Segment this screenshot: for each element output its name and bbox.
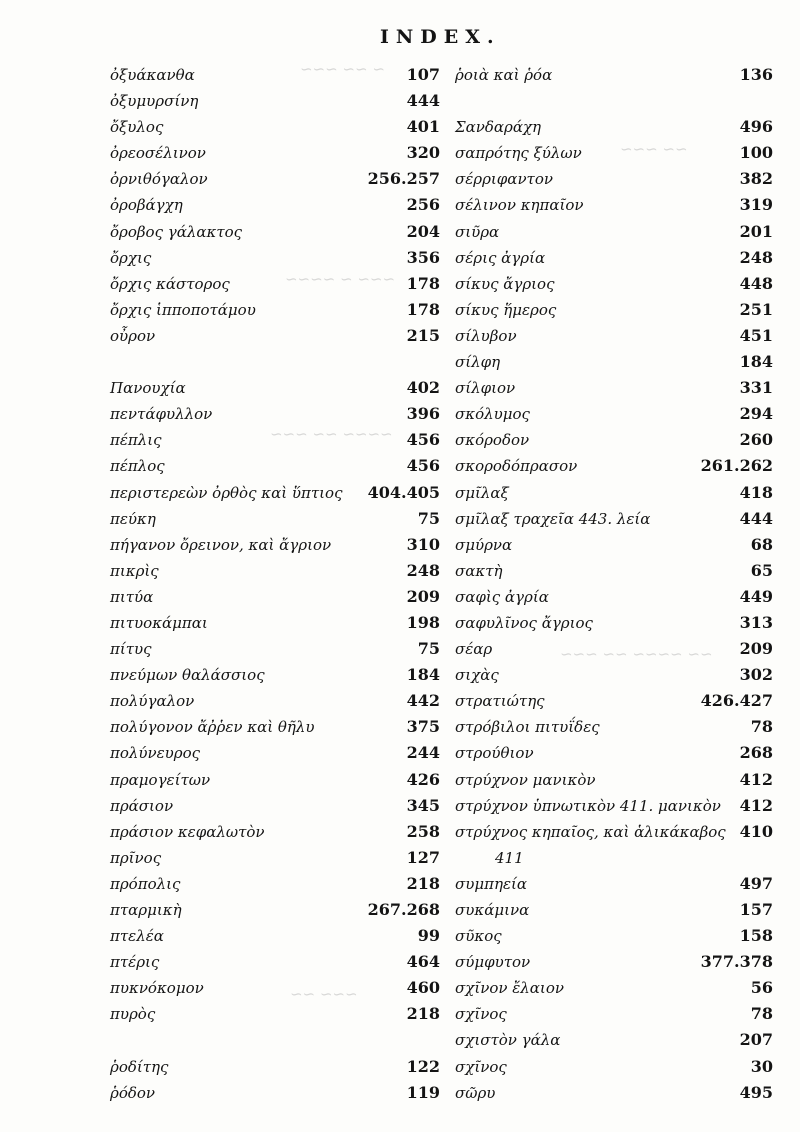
index-entry — [110, 427, 440, 453]
entry-term: σακτὴ — [455, 561, 503, 580]
index-entry — [110, 401, 440, 427]
index-entry — [455, 923, 773, 949]
entry-term: ὄρχις ἱπποποτάμου — [110, 300, 256, 319]
entry-page-ref: 218 — [406, 1004, 440, 1024]
index-entry — [455, 740, 773, 766]
section-spacer — [455, 88, 773, 114]
entry-term: πράσιον κεφαλωτὸν — [110, 822, 265, 841]
bleed-through-mark: ~~ ~~~~ ~~ ~~~ — [560, 645, 713, 663]
entry-term: ὀξυάκανθα — [110, 66, 195, 84]
entry-term: σίκυς ἥμερος — [455, 300, 557, 319]
entry-term: πολύγονον ἄῤῥεν καὶ θῆλυ — [110, 718, 315, 737]
index-entry — [455, 506, 773, 532]
index-entry — [110, 140, 440, 166]
entry-page-ref: 412 — [739, 769, 773, 789]
index-entry — [455, 166, 773, 192]
entry-page-ref: 313 — [739, 612, 773, 632]
entry-page-ref: 209 — [406, 586, 440, 606]
entry-term: πολύνευρος — [110, 744, 201, 763]
index-entry — [455, 636, 773, 662]
entry-page-ref: 320 — [406, 143, 440, 163]
entry-term: σίλυβον — [455, 326, 517, 345]
entry-term: σιχὰς — [455, 666, 499, 685]
index-entry — [455, 453, 773, 479]
entry-page-ref: 356 — [406, 247, 440, 267]
entry-page-ref: 218 — [406, 873, 440, 893]
entry-page-ref: 496 — [739, 117, 773, 137]
index-entry — [455, 662, 773, 688]
entry-page-ref: 497 — [739, 873, 773, 893]
entry-page-ref: 248 — [406, 560, 440, 580]
index-entry — [455, 349, 773, 375]
index-entry — [110, 62, 440, 88]
index-entry — [455, 140, 773, 166]
entry-term: πτέρις — [110, 953, 160, 972]
entry-page-ref: 404.405 — [367, 482, 440, 502]
entry-term: ὀρεοσέλινον — [110, 144, 206, 163]
bleed-through-mark: ~~~ ~~ — [290, 985, 358, 1003]
bleed-through-mark: ~~~~ ~~ ~~~ — [270, 425, 393, 443]
index-entry — [110, 480, 440, 506]
entry-page-ref: 377.378 — [700, 952, 773, 972]
section-spacer — [110, 349, 440, 375]
entry-page-ref: 460 — [406, 978, 440, 998]
entry-page-ref: 261.262 — [700, 456, 773, 476]
entry-page-ref: 402 — [406, 378, 440, 398]
entry-term: σέρριφαντον — [455, 170, 554, 189]
entry-page-ref: 209 — [739, 639, 773, 659]
index-entry — [455, 793, 773, 819]
entry-term: 411 — [495, 848, 524, 867]
index-entry — [110, 219, 440, 245]
entry-term: πέπλος — [110, 457, 165, 476]
entry-page-ref: 410 — [739, 821, 773, 841]
index-entry — [110, 819, 440, 845]
entry-term: περιστερεὼν ὀρθὸς καὶ ὕπτιος — [110, 483, 343, 502]
entry-term: πρόπολις — [110, 874, 181, 893]
entry-term: οὖρον — [110, 326, 156, 345]
index-entry — [110, 297, 440, 323]
entry-page-ref: 258 — [406, 821, 440, 841]
index-entry — [110, 975, 440, 1001]
entry-term: σκόλυμος — [455, 405, 530, 424]
entry-page-ref: 56 — [750, 978, 773, 998]
index-entry — [455, 584, 773, 610]
index-entry — [110, 662, 440, 688]
entry-page-ref: 215 — [406, 325, 440, 345]
entry-page-ref: 442 — [406, 691, 440, 711]
entry-term: σμῖλαξ τραχεῖα 443. λεία — [455, 509, 651, 528]
entry-term: πολύγαλον — [110, 692, 195, 711]
index-entry — [455, 1080, 773, 1106]
entry-page-ref: 178 — [406, 299, 440, 319]
entry-page-ref: 248 — [739, 247, 773, 267]
index-entry — [110, 1080, 440, 1106]
index-entry — [110, 532, 440, 558]
entry-page-ref: 456 — [406, 430, 440, 450]
entry-term: ὀρνιθόγαλον — [110, 170, 208, 189]
entry-page-ref: 75 — [417, 639, 440, 659]
entry-page-ref: 78 — [750, 1004, 773, 1024]
index-entry — [110, 740, 440, 766]
entry-page-ref: 345 — [406, 795, 440, 815]
index-entry — [455, 714, 773, 740]
index-entry — [110, 584, 440, 610]
entry-term: σκοροδόπρασον — [455, 457, 578, 476]
entry-page-ref: 30 — [750, 1056, 773, 1076]
entry-term: ὄρχις — [110, 248, 152, 267]
entry-term: σχιστὸν γάλα — [455, 1031, 561, 1050]
entry-term: πρῖνος — [110, 848, 162, 867]
entry-term: πίτυς — [110, 640, 152, 659]
entry-page-ref: 65 — [750, 560, 773, 580]
index-entry — [455, 401, 773, 427]
entry-page-ref: 412 — [739, 795, 773, 815]
index-entry — [110, 949, 440, 975]
index-entry — [455, 975, 773, 1001]
entry-term: πιτυοκάμπαι — [110, 613, 208, 632]
entry-term: σίκυς ἄγριος — [455, 274, 555, 293]
entry-term: ῥοδίτης — [110, 1057, 169, 1076]
entry-term: σῶρυ — [455, 1083, 496, 1102]
entry-term: πραμογείτων — [110, 770, 211, 789]
entry-page-ref: 201 — [739, 221, 773, 241]
index-entry — [110, 767, 440, 793]
index-entry — [455, 949, 773, 975]
index-entry — [455, 219, 773, 245]
entry-page-ref: 136 — [739, 65, 773, 84]
entry-page-ref: 319 — [739, 195, 773, 215]
index-entry — [110, 166, 440, 192]
entry-term: πυκνόκομον — [110, 979, 204, 998]
entry-term: σιῦρα — [455, 222, 500, 241]
entry-page-ref: 127 — [406, 847, 440, 867]
index-entry — [110, 245, 440, 271]
entry-term: πταρμικὴ — [110, 901, 182, 919]
entry-term: στρατιώτης — [455, 692, 545, 711]
entry-page-ref: 382 — [739, 169, 773, 189]
index-entry — [455, 558, 773, 584]
index-entry — [455, 1001, 773, 1027]
entry-page-ref: 426 — [406, 769, 440, 789]
index-entry — [455, 297, 773, 323]
entry-page-ref: 157 — [739, 900, 773, 919]
entry-page-ref: 75 — [417, 508, 440, 528]
entry-term: σῦκος — [455, 927, 502, 946]
entry-term: πέπλις — [110, 431, 162, 450]
index-entry — [110, 897, 440, 923]
index-entry — [455, 62, 773, 88]
index-entry — [455, 767, 773, 793]
index-entry — [110, 453, 440, 479]
index-entry — [110, 271, 440, 297]
entry-page-ref: 207 — [739, 1030, 773, 1050]
index-entry — [455, 845, 773, 871]
index-entry — [455, 271, 773, 297]
index-entry — [110, 375, 440, 401]
index-entry — [110, 871, 440, 897]
index-entry — [110, 793, 440, 819]
entry-term: σχῖνος — [455, 1057, 507, 1076]
entry-term: σχῖνον ἔλαιον — [455, 979, 564, 998]
entry-term: σμύρνα — [455, 535, 513, 554]
entry-term: στρύχνον ὑπνωτικὸν 411. μανικὸν — [455, 796, 721, 815]
entry-term: Σανδαράχη — [455, 118, 542, 137]
entry-term: πεντάφυλλον — [110, 405, 213, 424]
entry-term: ὀροβάγχη — [110, 196, 183, 215]
entry-term: στρύχνος κηπαῖος, καὶ ἁλικάκαβος — [455, 822, 726, 841]
entry-page-ref: 122 — [406, 1056, 440, 1076]
index-entry — [110, 636, 440, 662]
index-entry — [455, 1027, 773, 1053]
entry-term: συμπηεία — [455, 874, 528, 893]
index-entry — [455, 375, 773, 401]
entry-page-ref: 251 — [739, 299, 773, 319]
index-entry — [110, 610, 440, 636]
entry-page-ref: 444 — [406, 91, 440, 111]
entry-term: πτελέα — [110, 927, 164, 946]
entry-page-ref: 256.257 — [367, 169, 440, 189]
index-column-left — [110, 62, 440, 1106]
entry-page-ref: 302 — [739, 665, 773, 685]
bleed-through-mark: ~~~ ~ ~~~~ — [285, 270, 396, 288]
page-header: INDEX. — [380, 26, 501, 48]
entry-page-ref: 448 — [739, 273, 773, 293]
index-entry — [110, 714, 440, 740]
entry-page-ref: 158 — [739, 926, 773, 946]
entry-page-ref: 449 — [739, 586, 773, 606]
entry-page-ref: 401 — [406, 117, 440, 137]
index-entry — [110, 688, 440, 714]
index-entry — [110, 1001, 440, 1027]
entry-page-ref: 495 — [739, 1082, 773, 1102]
bleed-through-mark: ~~ ~~~ — [620, 140, 688, 158]
entry-page-ref: 375 — [406, 717, 440, 737]
entry-term: πικρὶς — [110, 561, 159, 580]
entry-page-ref: 267.268 — [367, 900, 440, 919]
entry-page-ref: 68 — [750, 534, 773, 554]
index-entry — [455, 245, 773, 271]
index-entry — [110, 923, 440, 949]
index-column-right — [455, 62, 773, 1106]
entry-page-ref: 331 — [739, 378, 773, 398]
index-entry — [455, 688, 773, 714]
index-entry — [455, 192, 773, 218]
entry-term: πνεύμων θαλάσσιος — [110, 666, 265, 685]
index-entry — [455, 480, 773, 506]
entry-page-ref: 184 — [406, 665, 440, 685]
entry-term: ὄροβος γάλακτος — [110, 222, 243, 241]
entry-term: ὄξυλος — [110, 118, 164, 137]
index-entry — [110, 845, 440, 871]
index-entry — [455, 323, 773, 349]
index-entry — [455, 427, 773, 453]
entry-term: πεύκη — [110, 509, 156, 528]
entry-page-ref: 256 — [406, 195, 440, 215]
bleed-through-mark: ~ ~~ ~~~ — [300, 60, 385, 78]
index-entry — [110, 558, 440, 584]
entry-term: πήγανον ὄρεινον, καὶ ἄγριον — [110, 535, 332, 554]
index-entry — [110, 192, 440, 218]
entry-term: Πανουχία — [110, 379, 186, 398]
index-entry — [455, 1054, 773, 1080]
entry-term: στρούθιον — [455, 744, 534, 763]
entry-term: σέρις ἀγρία — [455, 248, 546, 267]
index-entry — [110, 506, 440, 532]
index-entry — [455, 114, 773, 140]
entry-term: σαφυλῖνος ἄγριος — [455, 613, 593, 632]
entry-page-ref: 268 — [739, 743, 773, 763]
entry-page-ref: 78 — [750, 717, 773, 737]
entry-page-ref: 396 — [406, 404, 440, 424]
entry-term: συκάμινα — [455, 901, 530, 919]
entry-page-ref: 444 — [739, 508, 773, 528]
index-entry — [455, 897, 773, 923]
index-entry — [110, 323, 440, 349]
entry-term: σέλινον κηπαῖον — [455, 196, 584, 215]
index-entry — [110, 1054, 440, 1080]
entry-term: σύμφυτον — [455, 953, 531, 972]
entry-term: σκόροδον — [455, 431, 530, 450]
entry-term: σαπρότης ξύλων — [455, 144, 582, 163]
entry-term: ὄρχις κάστορος — [110, 274, 230, 293]
index-entry — [455, 532, 773, 558]
entry-term: πιτύα — [110, 587, 154, 606]
entry-term: ῥόδον — [110, 1083, 156, 1102]
entry-page-ref: 456 — [406, 456, 440, 476]
entry-term: πυρὸς — [110, 1005, 156, 1024]
entry-term: σαφὶς ἀγρία — [455, 587, 549, 606]
index-entry — [455, 610, 773, 636]
entry-term: σμῖλαξ — [455, 483, 509, 502]
entry-page-ref: 464 — [406, 952, 440, 972]
entry-term: ῥοιὰ καὶ ῥόα — [455, 66, 553, 84]
entry-term: σχῖνος — [455, 1005, 507, 1024]
entry-page-ref: 418 — [739, 482, 773, 502]
entry-term: σίλφιον — [455, 379, 516, 398]
entry-page-ref: 451 — [739, 325, 773, 345]
index-entry — [455, 819, 773, 845]
entry-page-ref: 198 — [406, 612, 440, 632]
entry-page-ref: 294 — [739, 404, 773, 424]
entry-page-ref: 426.427 — [700, 691, 773, 711]
entry-page-ref: 310 — [406, 534, 440, 554]
entry-page-ref: 244 — [406, 743, 440, 763]
entry-term: πράσιον — [110, 796, 174, 815]
entry-page-ref: 99 — [417, 926, 440, 946]
entry-term: στρύχνον μανικὸν — [455, 770, 596, 789]
entry-page-ref: 178 — [406, 273, 440, 293]
entry-page-ref: 260 — [739, 430, 773, 450]
entry-page-ref: 100 — [739, 143, 773, 163]
entry-term: ὀξυμυρσίνη — [110, 92, 199, 111]
entry-page-ref: 119 — [406, 1082, 440, 1102]
entry-term: στρόβιλοι πιτυΐδες — [455, 718, 600, 737]
entry-page-ref: 184 — [739, 352, 773, 372]
index-entry — [110, 114, 440, 140]
entry-term: σέαρ — [455, 640, 493, 659]
entry-page-ref: 107 — [406, 65, 440, 84]
entry-page-ref: 204 — [406, 221, 440, 241]
index-entry — [455, 871, 773, 897]
section-spacer — [110, 1027, 440, 1053]
entry-term: σίλφη — [455, 353, 501, 372]
index-entry — [110, 88, 440, 114]
